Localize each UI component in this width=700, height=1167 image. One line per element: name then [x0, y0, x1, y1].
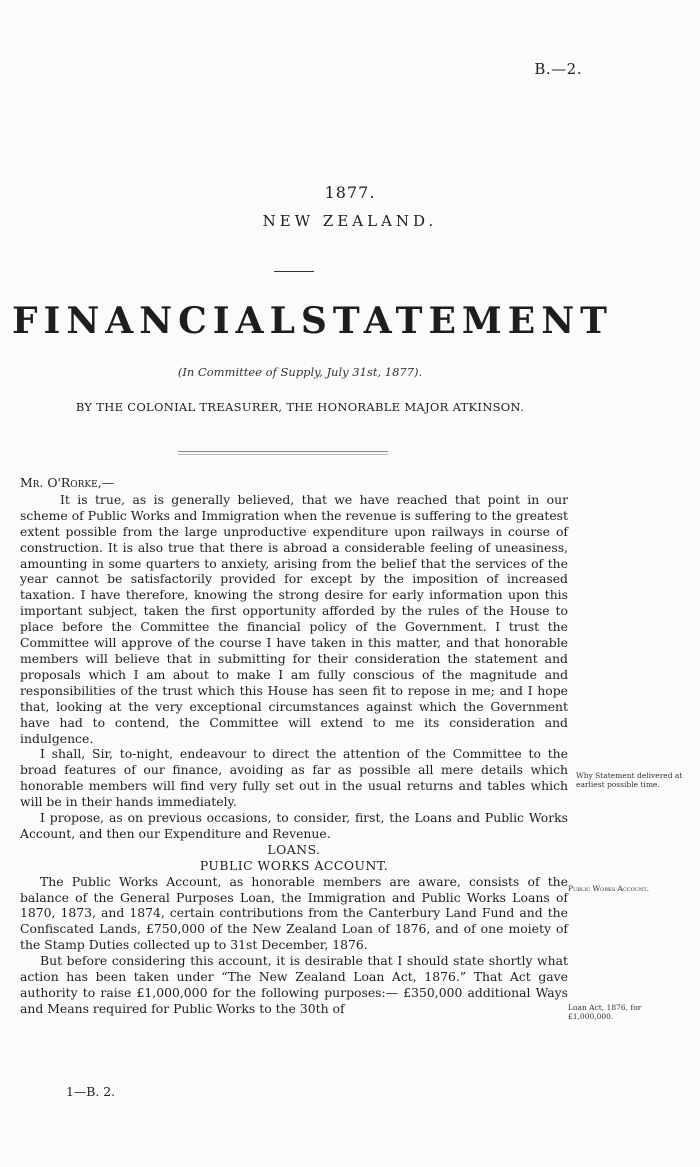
year-heading: 1877.	[324, 183, 376, 202]
divider-rule-lower	[178, 454, 388, 455]
title-word-statement: STATEMENT	[300, 300, 613, 342]
heading-loans: LOANS.	[267, 841, 321, 857]
divider-rule	[178, 451, 388, 452]
document-reference: B.—2.	[534, 60, 582, 78]
short-rule	[274, 271, 314, 272]
margin-note-loan-act: Loan Act, 1876, for £1,000,000.	[568, 1003, 642, 1021]
title-word-financial: FINANCIAL	[12, 300, 301, 342]
subtitle: (In Committee of Supply, July 31st, 1877).	[177, 365, 423, 379]
byline: BY THE COLONIAL TREASURER, THE HONORABLE MAJOR ATKINSON.	[75, 400, 525, 414]
paragraph-3: I propose, as on previous occasions, to consider, first, the Loans and Public Works Account, and then our Expenditure and Revenue.	[20, 810, 568, 841]
heading-public-works-account: PUBLIC WORKS ACCOUNT.	[199, 857, 389, 873]
document-title	[12, 300, 613, 342]
paragraph-4: The Public Works Account, as honorable members are aware, consists of the balance of the General Purposes Loan, the Immigration and Public Works Loans of 1870, 1873, and 1874, certain contributions from the Canterbury Land Fund and the Confiscated Lands, £750,000 of the New Zealand Loan of 1876, and of one moiety of the Stamp Duties collected up to 31st December, 1876.	[20, 873, 568, 953]
page-footer-reference: 1—B. 2.	[66, 1084, 116, 1099]
country-heading: NEW ZEALAND.	[262, 212, 438, 230]
body-text	[20, 475, 568, 1017]
margin-note-statement-timing: Why Statement delivered at earliest possible time.	[576, 771, 683, 789]
paragraph-1: It is true, as is generally believed, that we have reached that point in our scheme of Public Works and Immigration when the revenue is suffering to the greatest extent possible from the large unproductive expenditure upon railways in course of construction. It is also true that there is abroad a considerable feeling of uneasiness, amounting in some quarters to anxiety, arising from the belief that the services of the year cannot be satisfactorily provided for except by the imposition of increased taxation. I have therefore, knowing the strong desire for early information upon this important subject, taken the first opportunity afforded by the rules of the House to place before the Committee the financial policy of the Government. I trust the Committee will approve of the course I have taken in this matter, and that honorable members will believe that in submitting for their consideration the statement and proposals which I am about to make I am fully conscious of the magnitude and responsibilities of the trust which this House has seen fit to repose in me; and I hope that, looking at the very exceptional circumstances against which the Government have had to contend, the Committee will extend to me its consideration and indulgence.	[20, 491, 568, 746]
paragraph-5: But before considering this account, it is desirable that I should state shortly what action has been taken under “The New Zealand Loan Act, 1876.” That Act gave authority to raise £1,000,000 for the following purposes:— £350,000 additional Ways and Means required for Public Works to the 30th of	[20, 953, 568, 1016]
paragraph-2: I shall, Sir, to-night, endeavour to direct the attention of the Committee to the broad features of our finance, avoiding as far as possible all mere details which honorable members will find very fully set out in the usual returns and tables which will be in their hands immediately.	[20, 746, 568, 810]
salutation: Mr. O'Rorke,—	[20, 475, 115, 490]
margin-note-public-works: Public Works Account.	[568, 884, 650, 893]
